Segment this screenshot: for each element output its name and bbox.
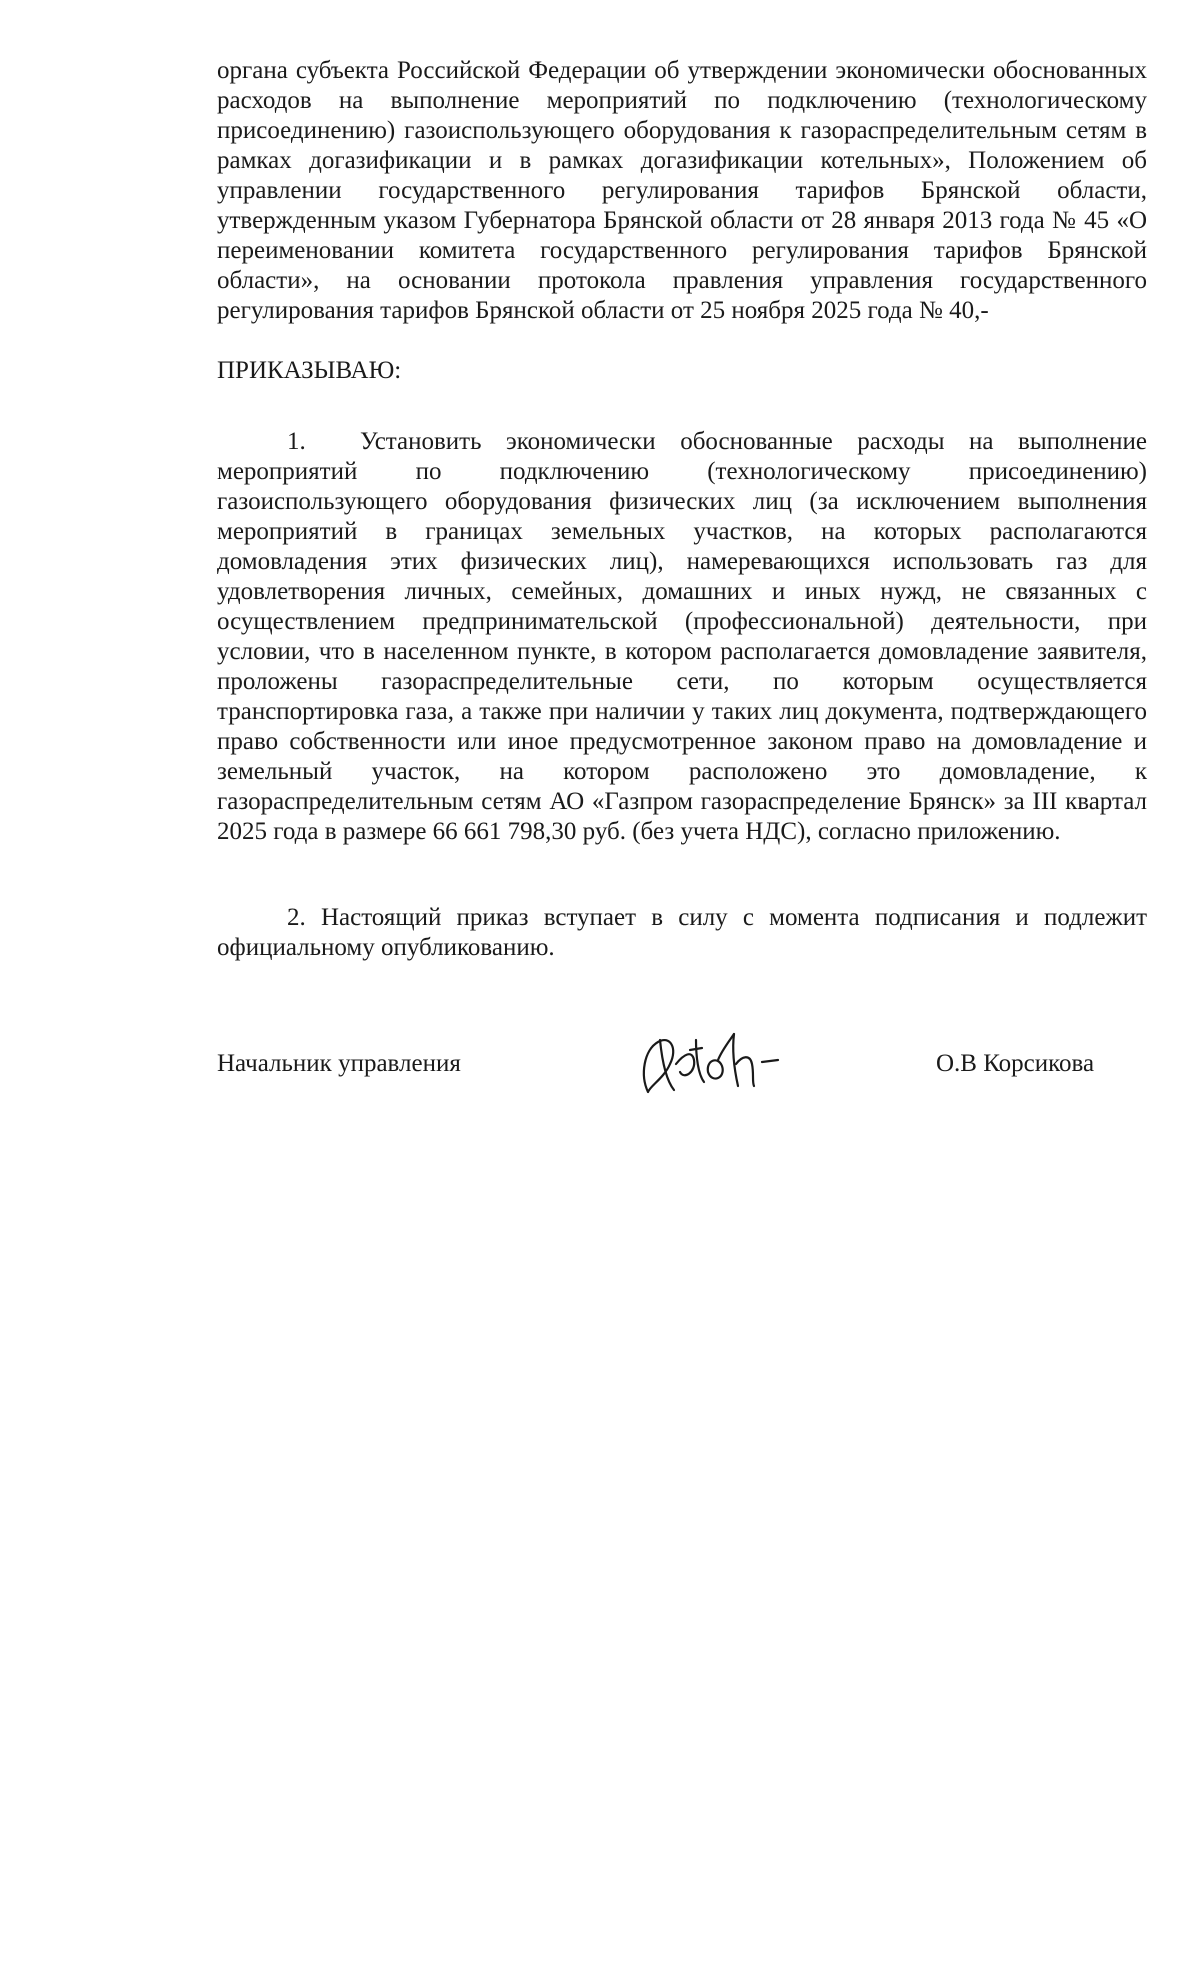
signer-name: О.В Корсикова [936, 1050, 1095, 1077]
signer-title: Начальник управления [217, 1050, 461, 1077]
handwritten-signature [630, 1020, 790, 1110]
order-item-number: 1. [287, 428, 306, 455]
order-item-text: Установить экономически обоснованные расходы на выполнение мероприятий по подключению (технологическому присоединению) газоиспользующего оборудования физических лиц (за исключением выполнения мероприятий в границах земельных участков, на которых располагаются домовладения этих физических лиц), намеревающихся использовать газ для удовлетворения личных, семейных, домашних и иных нужд, не связанных с осуществлением предпринимательской (профессиональной) деятельности, при условии, что в населенном пункте, в котором располагается домовладение заявителя, проложены газораспределительные сети, по которым осуществляется транспортировка газа, а также при наличии у таких лиц документа, подтверждающего право собственности или иное предусмотренное законом право на домовладение и земельный участок, на котором расположено это домовладение, к газораспределительным сетям АО «Газпром газораспределение Брянск» за III квартал 2025 года в размере 66 661 798,30 руб. (без учета НДС), согласно приложению. [217, 428, 1147, 845]
order-heading: ПРИКАЗЫВАЮ: [217, 357, 402, 384]
order-item-text: Настоящий приказ вступает в силу с момента подписания и подлежит официальному опубликованию. [217, 904, 1147, 961]
order-item-number: 2. [287, 904, 306, 931]
signature-row [0, 1020, 1200, 1120]
intro-paragraph: органа субъекта Российской Федерации об утверждении экономически обоснованных расходов на выполнение мероприятий по подключению (технологическому присоединению) газоиспользующего оборудования к газораспределительным сетям в рамках догазификации и в рамках догазификации котельных», Положением об управлении государственного регулирования тарифов Брянской области, утвержденным указом Губернатора Брянской области от 28 января 2013 года № 45 «О переименовании комитета государственного регулирования тарифов Брянской области», на основании протокола правления управления государственного регулирования тарифов Брянской области от 25 ноября 2025 года № 40,- [217, 57, 1147, 324]
order-item-1 [217, 427, 1147, 847]
order-item-2 [217, 903, 1147, 963]
